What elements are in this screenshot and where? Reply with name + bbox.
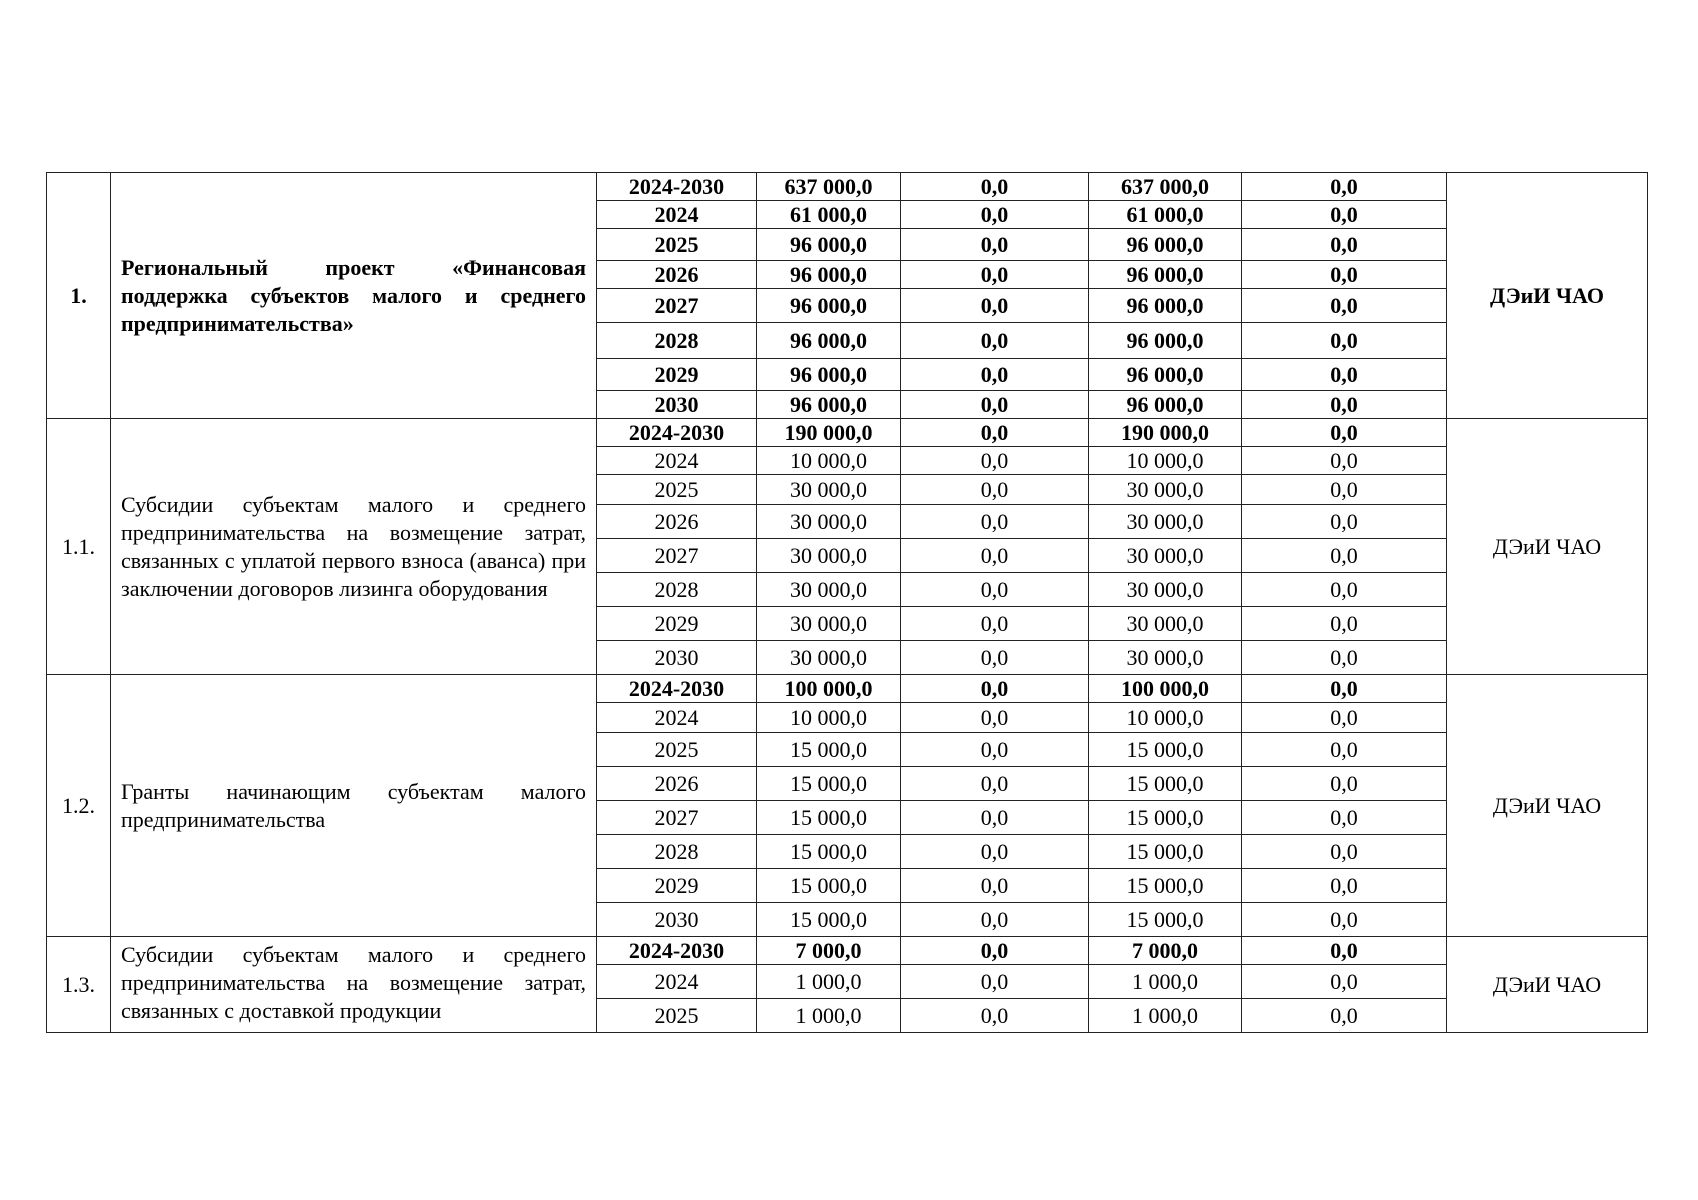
period-cell: 2025 (597, 475, 757, 505)
budget-cell: 0,0 (901, 323, 1089, 359)
table-row (47, 419, 1648, 447)
period-cell: 2029 (597, 869, 757, 903)
budget-cell: 30 000,0 (1089, 505, 1242, 539)
budget-cell: 96 000,0 (1089, 261, 1242, 289)
budget-cell: 0,0 (1242, 573, 1447, 607)
period-cell: 2027 (597, 801, 757, 835)
total-cell: 15 000,0 (757, 767, 901, 801)
budget-cell: 15 000,0 (1089, 869, 1242, 903)
table-row (47, 937, 1648, 965)
budget-cell: 0,0 (1242, 965, 1447, 999)
row-number: 1.1. (47, 419, 111, 675)
budget-cell: 0,0 (1242, 733, 1447, 767)
total-cell: 10 000,0 (757, 703, 901, 733)
total-cell: 1 000,0 (757, 999, 901, 1033)
budget-cell: 0,0 (901, 229, 1089, 261)
period-cell: 2025 (597, 999, 757, 1033)
period-cell: 2026 (597, 505, 757, 539)
budget-cell: 0,0 (901, 999, 1089, 1033)
budget-cell: 0,0 (1242, 229, 1447, 261)
budget-cell: 0,0 (1242, 903, 1447, 937)
period-cell: 2024-2030 (597, 173, 757, 201)
budget-cell: 15 000,0 (1089, 835, 1242, 869)
executor-cell: ДЭиИ ЧАО (1447, 419, 1648, 675)
budget-cell: 0,0 (1242, 391, 1447, 419)
budget-cell: 0,0 (1242, 607, 1447, 641)
table-row (47, 675, 1648, 703)
total-cell: 30 000,0 (757, 607, 901, 641)
budget-cell: 0,0 (1242, 201, 1447, 229)
budget-cell: 0,0 (1242, 419, 1447, 447)
period-cell: 2028 (597, 835, 757, 869)
total-cell: 30 000,0 (757, 475, 901, 505)
period-cell: 2030 (597, 903, 757, 937)
budget-cell: 0,0 (1242, 447, 1447, 475)
budget-cell: 15 000,0 (1089, 903, 1242, 937)
budget-cell: 96 000,0 (1089, 289, 1242, 323)
row-number: 1.3. (47, 937, 111, 1033)
total-cell: 96 000,0 (757, 229, 901, 261)
budget-cell: 30 000,0 (1089, 641, 1242, 675)
period-cell: 2026 (597, 261, 757, 289)
budget-cell: 0,0 (901, 289, 1089, 323)
measure-name: Субсидии субъектам малого и среднего предпринимательства на возмещение затрат, связанных с уплатой первого взноса (аванса) при заключении договоров лизинга оборудования (111, 419, 597, 675)
budget-cell: 0,0 (901, 641, 1089, 675)
budget-cell: 0,0 (901, 703, 1089, 733)
budget-cell: 0,0 (901, 419, 1089, 447)
budget-cell: 100 000,0 (1089, 675, 1242, 703)
period-cell: 2028 (597, 323, 757, 359)
period-cell: 2030 (597, 641, 757, 675)
total-cell: 96 000,0 (757, 261, 901, 289)
budget-cell: 0,0 (901, 869, 1089, 903)
row-number: 1. (47, 173, 111, 419)
period-cell: 2025 (597, 733, 757, 767)
budget-cell: 30 000,0 (1089, 539, 1242, 573)
measure-name: Субсидии субъектам малого и среднего предпринимательства на возмещение затрат, связанных с доставкой продукции (111, 937, 597, 1033)
budget-cell: 0,0 (901, 201, 1089, 229)
budget-cell: 96 000,0 (1089, 391, 1242, 419)
period-cell: 2024 (597, 447, 757, 475)
budget-cell: 0,0 (901, 475, 1089, 505)
total-cell: 637 000,0 (757, 173, 901, 201)
budget-cell: 0,0 (901, 539, 1089, 573)
period-cell: 2025 (597, 229, 757, 261)
budget-cell: 0,0 (901, 447, 1089, 475)
budget-cell: 0,0 (901, 835, 1089, 869)
budget-cell: 1 000,0 (1089, 999, 1242, 1033)
budget-cell: 0,0 (901, 607, 1089, 641)
period-cell: 2027 (597, 539, 757, 573)
row-number: 1.2. (47, 675, 111, 937)
total-cell: 15 000,0 (757, 869, 901, 903)
budget-cell: 0,0 (1242, 869, 1447, 903)
budget-cell: 96 000,0 (1089, 229, 1242, 261)
budget-cell: 190 000,0 (1089, 419, 1242, 447)
period-cell: 2024 (597, 201, 757, 229)
budget-cell: 0,0 (901, 965, 1089, 999)
budget-cell: 0,0 (901, 359, 1089, 391)
period-cell: 2024 (597, 703, 757, 733)
budget-cell: 10 000,0 (1089, 447, 1242, 475)
budget-cell: 0,0 (901, 573, 1089, 607)
period-cell: 2026 (597, 767, 757, 801)
total-cell: 10 000,0 (757, 447, 901, 475)
total-cell: 30 000,0 (757, 539, 901, 573)
budget-cell: 15 000,0 (1089, 801, 1242, 835)
budget-cell: 15 000,0 (1089, 767, 1242, 801)
table-body (47, 173, 1648, 1033)
budget-cell: 0,0 (1242, 801, 1447, 835)
budget-cell: 1 000,0 (1089, 965, 1242, 999)
budget-cell: 0,0 (901, 767, 1089, 801)
budget-cell: 0,0 (1242, 539, 1447, 573)
total-cell: 96 000,0 (757, 323, 901, 359)
measure-name: Гранты начинающим субъектам малого предпринимательства (111, 675, 597, 937)
budget-cell: 0,0 (901, 391, 1089, 419)
total-cell: 61 000,0 (757, 201, 901, 229)
total-cell: 190 000,0 (757, 419, 901, 447)
budget-cell: 0,0 (1242, 999, 1447, 1033)
budget-cell: 0,0 (1242, 641, 1447, 675)
period-cell: 2024-2030 (597, 419, 757, 447)
period-cell: 2030 (597, 391, 757, 419)
period-cell: 2024-2030 (597, 937, 757, 965)
period-cell: 2029 (597, 607, 757, 641)
budget-cell: 15 000,0 (1089, 733, 1242, 767)
total-cell: 1 000,0 (757, 965, 901, 999)
budget-cell: 0,0 (1242, 475, 1447, 505)
budget-cell: 0,0 (1242, 937, 1447, 965)
budget-cell: 0,0 (901, 903, 1089, 937)
total-cell: 15 000,0 (757, 801, 901, 835)
budget-cell: 0,0 (1242, 703, 1447, 733)
period-cell: 2024 (597, 965, 757, 999)
total-cell: 100 000,0 (757, 675, 901, 703)
total-cell: 7 000,0 (757, 937, 901, 965)
budget-cell: 30 000,0 (1089, 607, 1242, 641)
budget-cell: 0,0 (901, 801, 1089, 835)
budget-cell: 0,0 (1242, 173, 1447, 201)
total-cell: 96 000,0 (757, 359, 901, 391)
executor-cell: ДЭиИ ЧАО (1447, 173, 1648, 419)
budget-cell: 0,0 (1242, 323, 1447, 359)
total-cell: 96 000,0 (757, 289, 901, 323)
budget-cell: 0,0 (901, 733, 1089, 767)
period-cell: 2028 (597, 573, 757, 607)
budget-cell: 96 000,0 (1089, 359, 1242, 391)
total-cell: 30 000,0 (757, 573, 901, 607)
budget-cell: 0,0 (1242, 767, 1447, 801)
budget-cell: 0,0 (901, 937, 1089, 965)
total-cell: 15 000,0 (757, 835, 901, 869)
total-cell: 30 000,0 (757, 505, 901, 539)
period-cell: 2027 (597, 289, 757, 323)
financing-table (46, 172, 1648, 1033)
budget-cell: 637 000,0 (1089, 173, 1242, 201)
total-cell: 15 000,0 (757, 733, 901, 767)
budget-cell: 0,0 (901, 261, 1089, 289)
budget-cell: 30 000,0 (1089, 573, 1242, 607)
executor-cell: ДЭиИ ЧАО (1447, 675, 1648, 937)
budget-cell: 0,0 (1242, 359, 1447, 391)
budget-cell: 0,0 (1242, 675, 1447, 703)
total-cell: 30 000,0 (757, 641, 901, 675)
executor-cell: ДЭиИ ЧАО (1447, 937, 1648, 1033)
budget-cell: 10 000,0 (1089, 703, 1242, 733)
budget-cell: 0,0 (901, 173, 1089, 201)
budget-cell: 7 000,0 (1089, 937, 1242, 965)
period-cell: 2029 (597, 359, 757, 391)
budget-cell: 0,0 (1242, 289, 1447, 323)
budget-cell: 96 000,0 (1089, 323, 1242, 359)
total-cell: 96 000,0 (757, 391, 901, 419)
measure-name: Региональный проект «Финансовая поддержка субъектов малого и среднего предпринимательства» (111, 173, 597, 419)
budget-cell: 30 000,0 (1089, 475, 1242, 505)
table-row (47, 173, 1648, 201)
budget-cell: 0,0 (1242, 505, 1447, 539)
budget-cell: 0,0 (1242, 261, 1447, 289)
period-cell: 2024-2030 (597, 675, 757, 703)
budget-cell: 61 000,0 (1089, 201, 1242, 229)
budget-cell: 0,0 (1242, 835, 1447, 869)
budget-cell: 0,0 (901, 675, 1089, 703)
total-cell: 15 000,0 (757, 903, 901, 937)
budget-cell: 0,0 (901, 505, 1089, 539)
